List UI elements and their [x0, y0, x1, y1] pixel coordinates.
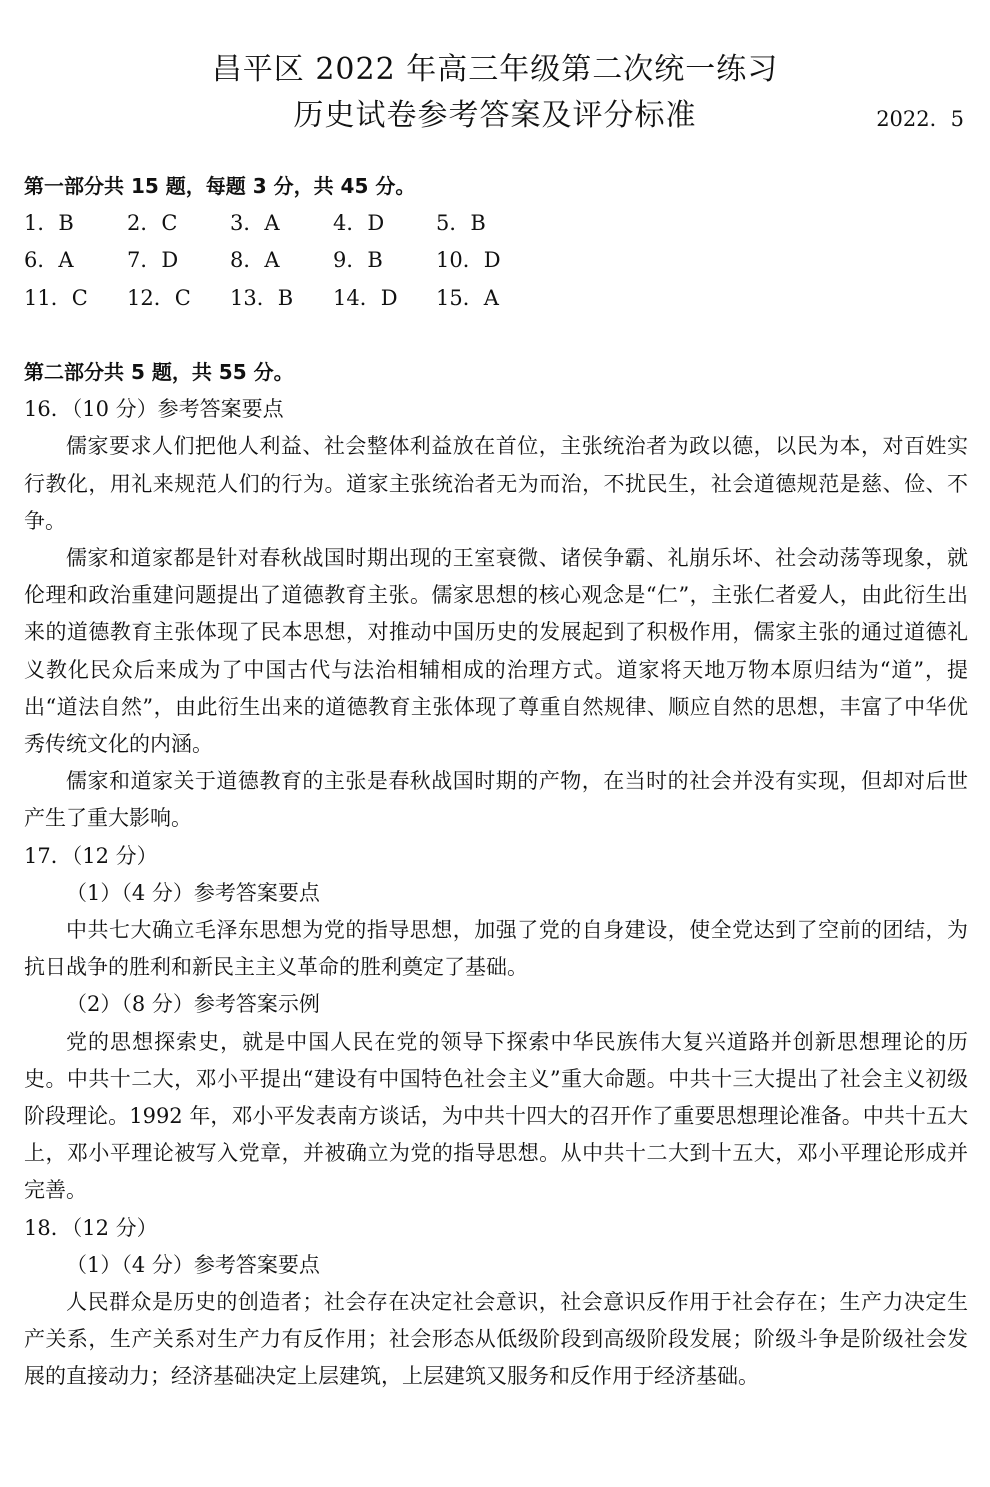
answer-item: 7．D	[127, 248, 179, 273]
answer-item: 6．A	[24, 248, 74, 273]
part2-heading: 第二部分共 5 题，共 55 分。	[24, 360, 294, 384]
answer-item: 10．D	[436, 248, 501, 273]
question-17-sub2-text: 党的思想探索史，就是中国人民在党的领导下探索中华民族伟大复兴道路并创新思想理论的历史。中共十二大，邓小平提出“建设有中国特色社会主义”重大命题。中共十三大提出了社会主义初级阶段理论。1992 年，邓小平发表南方谈话，为中共十四大的召开作了重要思想理论准备。中共十五大上，邓小平理论被写入党章，并被确立为党的指导思想。从中共十二大到十五大，邓小平理论形成并完善。	[24, 1029, 968, 1203]
question-17-label: 17．（12 分）	[24, 843, 158, 868]
answer-item: 1．B	[24, 211, 74, 236]
answer-row	[24, 242, 968, 279]
question-18-label: 18．（12 分）	[24, 1215, 158, 1240]
answer-item: 12．C	[127, 285, 191, 310]
answer-item: 11．C	[24, 285, 88, 310]
question-16-paragraph-2: 儒家和道家都是针对春秋战国时期出现的王室衰微、诸侯争霸、礼崩乐坏、社会动荡等现象，就伦理和政治重建问题提出了道德教育主张。儒家思想的核心观念是“仁”，主张仁者爱人，由此衍生出来的道德教育主张体现了民本思想，对推动中国历史的发展起到了积极作用，儒家主张的通过道德礼义教化民众后来成为了中国古代与法治相辅相成的治理方式。道家将天地万物本原归结为“道”，提出“道法自然”，由此衍生出来的道德教育主张体现了尊重自然规律、顺应自然的思想，丰富了中华优秀传统文化的内涵。	[24, 546, 968, 757]
question-17-sub1-text: 中共七大确立毛泽东思想为党的指导思想，加强了党的自身建设，使全党达到了空前的团结，为抗日战争的胜利和新民主主义革命的胜利奠定了基础。	[24, 918, 968, 980]
section-spacer	[24, 317, 968, 354]
answer-item: 15．A	[436, 285, 499, 310]
question-16-label: 16．（10 分）参考答案要点	[24, 397, 284, 422]
part1-heading: 第一部分共 15 题，每题 3 分，共 45 分。	[24, 174, 416, 198]
question-17-sub2-label: （2）（8 分）参考答案示例	[66, 992, 320, 1017]
document-title: 昌平区 2022 年高三年级第二次统一练习	[211, 52, 779, 87]
answer-item: 3．A	[230, 211, 280, 236]
question-16-paragraph-1: 儒家要求人们把他人利益、社会整体利益放在首位，主张统治者为政以德，以民为本，对百姓实行教化，用礼来规范人们的行为。道家主张统治者无为而治，不扰民生，社会道德规范是慈、俭、不争。	[24, 434, 968, 533]
document-body	[24, 168, 968, 1396]
document-subtitle: 历史试卷参考答案及评分标准	[293, 98, 697, 133]
answer-item: 8．A	[230, 248, 280, 273]
answer-item: 14．D	[333, 285, 398, 310]
question-18-sub1-text: 人民群众是历史的创造者；社会存在决定社会意识，社会意识反作用于社会存在；生产力决定生产关系，生产关系对生产力有反作用；社会形态从低级阶段到高级阶段发展；阶级斗争是阶级社会发展的直接动力；经济基础决定上层建筑，上层建筑又服务和反作用于经济基础。	[24, 1290, 968, 1389]
document-date: 2022．5	[876, 107, 964, 131]
question-18-sub1-label: （1）（4 分）参考答案要点	[66, 1252, 320, 1277]
answer-item: 2．C	[127, 211, 178, 236]
question-17-sub1-label: （1）（4 分）参考答案要点	[66, 880, 320, 905]
answer-item: 4．D	[333, 211, 385, 236]
answer-item: 9．B	[333, 248, 383, 273]
answer-row	[24, 205, 968, 242]
answer-item: 13．B	[230, 285, 294, 310]
answer-row	[24, 280, 968, 317]
question-16-paragraph-3: 儒家和道家关于道德教育的主张是春秋战国时期的产物，在当时的社会并没有实现，但却对后世产生了重大影响。	[24, 769, 968, 831]
answer-item: 5．B	[436, 211, 486, 236]
